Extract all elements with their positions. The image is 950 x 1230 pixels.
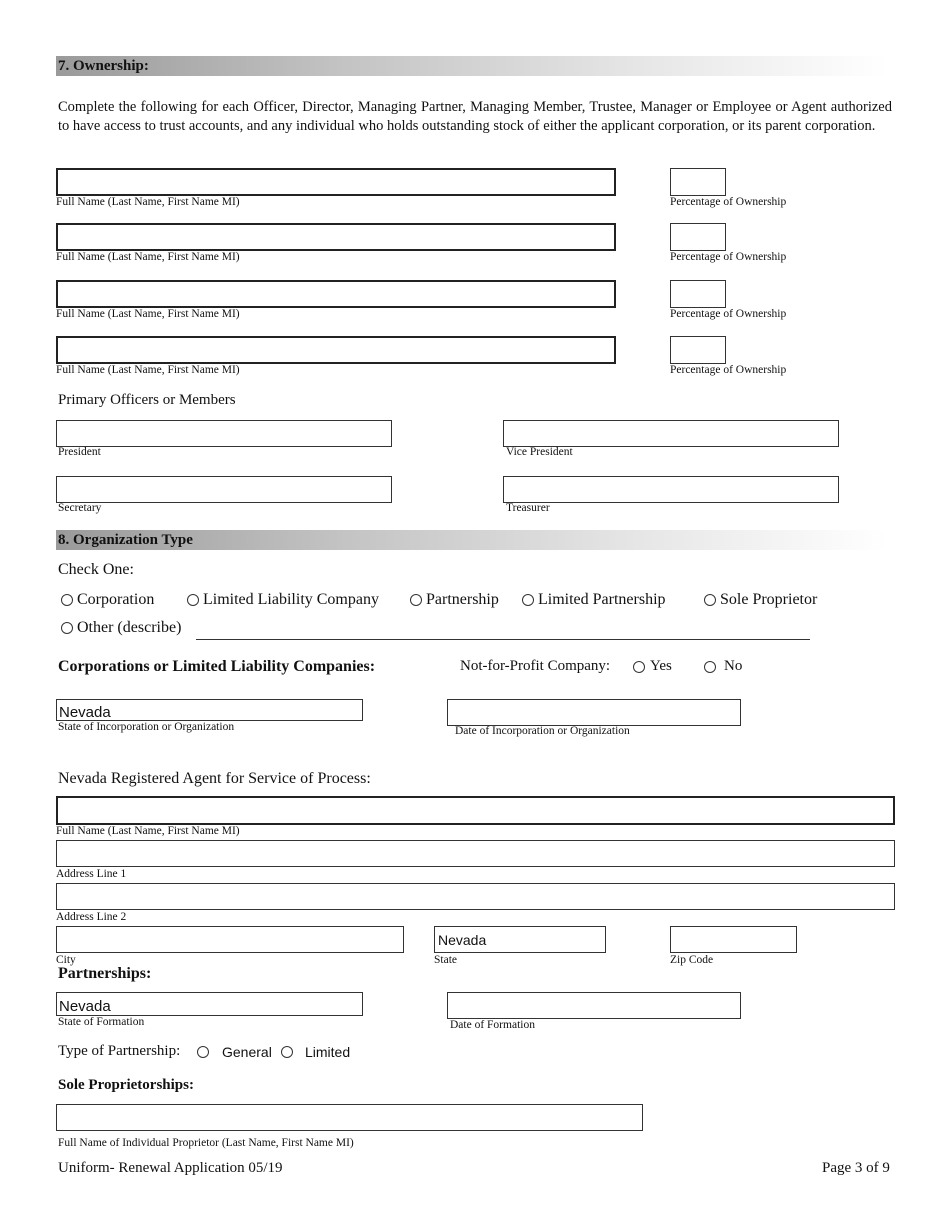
city-label: City	[56, 954, 76, 966]
footer-page-number: Page 3 of 9	[822, 1160, 890, 1176]
state-of-formation-value: Nevada	[59, 998, 111, 1015]
partnership-radio[interactable]	[410, 594, 422, 606]
state-of-incorporation-value: Nevada	[59, 704, 111, 721]
secretary-input[interactable]	[56, 476, 392, 503]
state-of-formation-input[interactable]	[56, 992, 363, 1016]
vice-president-input[interactable]	[503, 420, 839, 447]
ownership-percentage-input-3[interactable]	[670, 280, 726, 308]
address-line-1-label: Address Line 1	[56, 868, 127, 880]
state-input[interactable]	[434, 926, 606, 953]
partnership-limited-radio[interactable]	[281, 1046, 293, 1058]
agent-full-name-input[interactable]	[56, 796, 895, 825]
ownership-percentage-input-2[interactable]	[670, 223, 726, 251]
corporation-radio[interactable]	[61, 594, 73, 606]
registered-agent-heading: Nevada Registered Agent for Service of Process:	[58, 770, 371, 787]
agent-full-name-label: Full Name (Last Name, First Name MI)	[56, 825, 240, 837]
owner-name-label-2: Full Name (Last Name, First Name MI)	[56, 251, 240, 263]
state-of-incorporation-input[interactable]	[56, 699, 363, 721]
not-for-profit-yes-label: Yes	[650, 658, 672, 674]
section-7-header: 7. Ownership:	[56, 56, 888, 76]
partnerships-heading: Partnerships:	[58, 965, 152, 982]
date-of-formation-input[interactable]	[447, 992, 741, 1019]
address-line-1-input[interactable]	[56, 840, 895, 867]
date-of-formation-label: Date of Formation	[450, 1019, 535, 1031]
secretary-label: Secretary	[58, 502, 102, 514]
owner-name-label-4: Full Name (Last Name, First Name MI)	[56, 364, 240, 376]
sole-proprietor-name-label: Full Name of Individual Proprietor (Last Name, First Name MI)	[58, 1137, 354, 1149]
treasurer-input[interactable]	[503, 476, 839, 503]
partnership-general-label: General	[222, 1044, 272, 1060]
primary-officers-heading: Primary Officers or Members	[58, 392, 236, 408]
ownership-percentage-label-3: Percentage of Ownership	[670, 308, 787, 320]
footer-form-id: Uniform- Renewal Application 05/19	[58, 1160, 283, 1176]
section-8-header: 8. Organization Type	[56, 530, 888, 550]
state-value: Nevada	[438, 932, 487, 948]
ownership-percentage-label-4: Percentage of Ownership	[670, 364, 787, 376]
not-for-profit-yes-radio[interactable]	[633, 661, 645, 673]
ownership-percentage-input-4[interactable]	[670, 336, 726, 364]
president-input[interactable]	[56, 420, 392, 447]
date-of-incorporation-label: Date of Incorporation or Organization	[455, 725, 630, 737]
sole-proprietor-label: Sole Proprietor	[720, 591, 818, 608]
partnership-label: Partnership	[426, 591, 499, 608]
owner-name-label-1: Full Name (Last Name, First Name MI)	[56, 196, 240, 208]
other-label: Other (describe)	[77, 619, 182, 636]
owner-name-label-3: Full Name (Last Name, First Name MI)	[56, 308, 240, 320]
zip-code-input[interactable]	[670, 926, 797, 953]
partnership-general-radio[interactable]	[197, 1046, 209, 1058]
other-describe-input[interactable]	[196, 639, 810, 640]
limited-partnership-radio[interactable]	[522, 594, 534, 606]
treasurer-label: Treasurer	[506, 502, 550, 514]
sole-proprietorships-heading: Sole Proprietorships:	[58, 1077, 194, 1093]
limited-partnership-label: Limited Partnership	[538, 591, 666, 608]
ownership-percentage-label-1: Percentage of Ownership	[670, 196, 787, 208]
sole-proprietor-radio[interactable]	[704, 594, 716, 606]
state-of-formation-label: State of Formation	[58, 1016, 145, 1028]
address-line-2-input[interactable]	[56, 883, 895, 910]
not-for-profit-label: Not-for-Profit Company:	[460, 658, 611, 674]
state-label: State	[434, 954, 457, 966]
check-one-label: Check One:	[58, 561, 134, 578]
address-line-2-label: Address Line 2	[56, 911, 127, 923]
corporations-heading: Corporations or Limited Liability Companies:	[58, 658, 376, 675]
llc-radio[interactable]	[187, 594, 199, 606]
partnership-type-label: Type of Partnership:	[58, 1043, 181, 1059]
president-label: President	[58, 446, 101, 458]
not-for-profit-no-label: No	[724, 658, 743, 674]
zip-code-label: Zip Code	[670, 954, 714, 966]
ownership-percentage-label-2: Percentage of Ownership	[670, 251, 787, 263]
owner-name-input-3[interactable]	[56, 280, 616, 308]
ownership-percentage-input-1[interactable]	[670, 168, 726, 196]
not-for-profit-no-radio[interactable]	[704, 661, 716, 673]
corporation-label: Corporation	[77, 591, 155, 608]
other-radio[interactable]	[61, 622, 73, 634]
owner-name-input-4[interactable]	[56, 336, 616, 364]
vice-president-label: Vice President	[506, 446, 573, 458]
owner-name-input-2[interactable]	[56, 223, 616, 251]
partnership-limited-label: Limited	[305, 1044, 351, 1060]
owner-name-input-1[interactable]	[56, 168, 616, 196]
ownership-instructions: Complete the following for each Officer, Director, Managing Partner, Managing Member, Trustee, Manager or Employee or Agent authorized to have access to trust accounts, and any individual who holds outstanding stock of either the applicant corporation, or its parent corporation.	[58, 99, 892, 134]
date-of-incorporation-input[interactable]	[447, 699, 741, 726]
state-of-incorporation-label: State of Incorporation or Organization	[58, 721, 235, 733]
city-input[interactable]	[56, 926, 404, 953]
llc-label: Limited Liability Company	[203, 591, 379, 608]
sole-proprietor-name-input[interactable]	[56, 1104, 643, 1131]
